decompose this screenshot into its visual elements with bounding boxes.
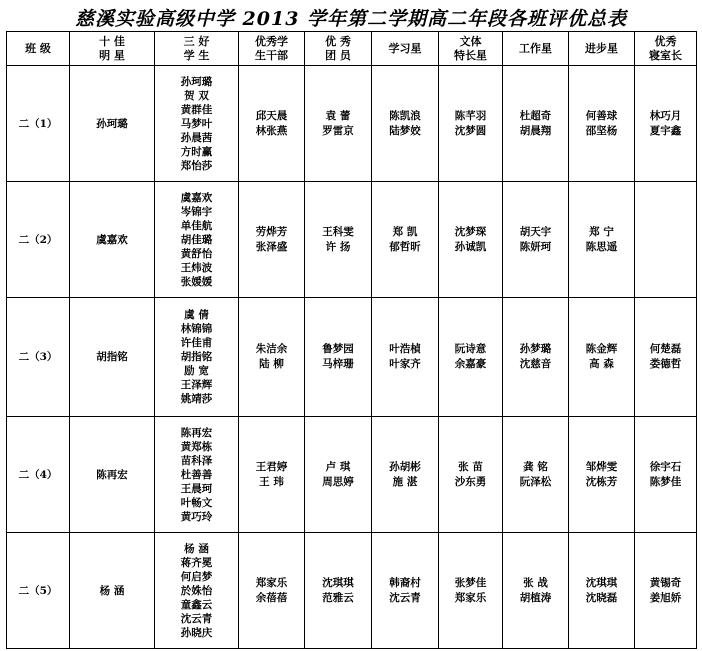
header-col-study [372, 32, 439, 66]
student-name: 黄舒怡 [180, 247, 213, 260]
student-name: 郑 凯 [392, 225, 418, 238]
student-name: 何启梦 [180, 570, 213, 583]
student-name: 鲁梦园 [322, 343, 354, 355]
student-name: 郑家乐 [255, 576, 288, 589]
header-label: 团 员 [325, 48, 351, 62]
dorm-cell [635, 533, 697, 649]
student-name: 沈梦圆 [454, 124, 487, 137]
student-name: 苗科泽 [180, 454, 213, 467]
study-cell [372, 66, 439, 182]
work-cell [503, 182, 569, 298]
page-title: 慈溪实验高级中学 2013 学年第二学期高二年段各班评优总表 [74, 8, 628, 30]
star-cell: 虞嘉欢 [70, 182, 155, 298]
header-label: 生干部 [255, 48, 288, 62]
student-name: 陈芊羽 [454, 109, 487, 122]
student-name: 邱天晨 [255, 109, 288, 122]
student-name: 沈栋芳 [585, 475, 618, 488]
sports-cell [439, 298, 503, 417]
header-col-work [503, 32, 569, 66]
student-name: 许 扬 [325, 240, 351, 253]
student-name: 岑锦宇 [180, 205, 213, 218]
member-cell [305, 417, 372, 533]
student-name: 龚 铭 [523, 460, 548, 473]
header-row [7, 32, 697, 66]
class-cell: 二（4） [7, 417, 70, 533]
student-name: 沙东勇 [454, 475, 487, 488]
header-col-dorm [635, 32, 697, 66]
student-name: 姚靖莎 [180, 393, 213, 405]
student-name: 余蓓蓓 [255, 591, 288, 604]
header-label: 十 佳 [99, 34, 125, 48]
student-name: 郑怡莎 [180, 159, 213, 172]
student-name: 沈琪琪 [322, 576, 354, 589]
header-label: 寝室长 [649, 48, 682, 62]
student-name: 於姝怡 [180, 584, 213, 597]
sanhao-cell [155, 298, 239, 417]
student-name: 朱洁余 [255, 343, 288, 355]
study-cell [372, 182, 439, 298]
student-name: 郁哲昕 [389, 240, 421, 253]
header-col-progress [569, 32, 635, 66]
member-cell [305, 66, 372, 182]
progress-cell [569, 417, 635, 533]
student-name: 林张燕 [255, 124, 288, 137]
class-cell: 二（5） [7, 533, 70, 649]
student-name: 何楚磊 [649, 343, 682, 355]
student-name: 林巧月 [649, 109, 682, 122]
student-name: 张 苗 [458, 460, 483, 473]
work-cell [503, 533, 569, 649]
class-cell: 二（3） [7, 298, 70, 417]
star-cell: 胡指铭 [70, 298, 155, 417]
class-cell: 二（2） [7, 182, 70, 298]
header-label: 优 秀 [325, 34, 351, 48]
cadre-cell [239, 417, 305, 533]
work-cell [503, 417, 569, 533]
student-name: 叶家齐 [389, 358, 421, 370]
dorm-cell [635, 298, 697, 417]
student-name: 励 宽 [184, 365, 209, 377]
student-name: 童鑫云 [180, 598, 213, 611]
student-name: 王君婷 [255, 460, 288, 473]
student-name: 阮泽松 [519, 475, 552, 488]
work-cell [503, 298, 569, 417]
header-col-star [70, 32, 155, 66]
header-col-sports [439, 32, 503, 66]
progress-cell [569, 66, 635, 182]
student-name: 孙晓庆 [180, 626, 213, 639]
table-row [7, 417, 697, 533]
student-name: 叶畅文 [180, 496, 213, 509]
star-cell: 孙珂璐 [70, 66, 155, 182]
student-name: 贺 双 [184, 89, 209, 102]
dorm-cell [635, 417, 697, 533]
student-name: 黄郑栋 [180, 440, 213, 453]
student-name: 陈思遥 [585, 240, 618, 253]
student-name: 袁 蕾 [325, 109, 351, 122]
member-cell [305, 182, 372, 298]
header-label: 进步星 [585, 41, 618, 55]
progress-cell [569, 533, 635, 649]
star-cell: 陈再宏 [70, 417, 155, 533]
student-name: 林锦锦 [180, 323, 213, 335]
student-name: 沈梦琛 [454, 225, 487, 238]
student-name: 周思婷 [322, 475, 354, 488]
student-name: 胡佳璐 [180, 233, 213, 246]
study-cell [372, 417, 439, 533]
sports-cell [439, 417, 503, 533]
student-name: 高 森 [589, 358, 614, 370]
table-row [7, 533, 697, 649]
class-cell: 二（1） [7, 66, 70, 182]
sports-cell [439, 533, 503, 649]
star-cell: 杨 涵 [70, 533, 155, 649]
sanhao-cell [155, 66, 239, 182]
student-name: 张 战 [523, 576, 548, 589]
header-col-sanhao [155, 32, 239, 66]
sports-cell [439, 66, 503, 182]
student-name: 邹烨雯 [585, 460, 618, 473]
study-cell [372, 533, 439, 649]
student-name: 王晨珂 [180, 482, 213, 495]
sanhao-cell [155, 182, 239, 298]
dorm-cell [635, 182, 697, 298]
student-name: 韩裔村 [389, 576, 421, 589]
sanhao-cell [155, 533, 239, 649]
student-name: 杨 涵 [184, 542, 209, 555]
student-name: 陈梦佳 [649, 475, 682, 488]
student-name: 沈云青 [180, 612, 213, 625]
student-name: 胡晨翔 [519, 124, 552, 137]
student-name: 陈再宏 [180, 426, 213, 439]
header-label: 工作星 [519, 41, 552, 55]
student-name: 陈妍珂 [519, 240, 552, 253]
student-name: 施 湛 [392, 475, 418, 488]
progress-cell [569, 298, 635, 417]
header-label: 三 好 [183, 34, 210, 48]
student-name: 孙梦璐 [519, 343, 552, 355]
student-name: 范雅云 [322, 591, 354, 604]
cadre-cell [239, 533, 305, 649]
table-row [7, 66, 697, 182]
table-row [7, 182, 697, 298]
header-col-cadre [239, 32, 305, 66]
header-label: 文体 [459, 34, 482, 48]
student-name: 方时赢 [180, 145, 213, 158]
student-name: 王 玮 [259, 475, 284, 488]
student-name: 姜旭娇 [649, 591, 682, 604]
student-name: 沈慈音 [519, 358, 552, 370]
student-name: 郑家乐 [454, 591, 487, 604]
student-name: 孙晨茜 [180, 131, 213, 144]
student-name: 张泽盛 [255, 240, 288, 253]
student-name: 胡指铭 [180, 351, 213, 363]
student-name: 王科雯 [322, 225, 354, 238]
student-name: 杜善善 [180, 468, 213, 481]
header-label: 学 生 [183, 48, 210, 62]
cadre-cell [239, 298, 305, 417]
student-name: 孙胡彬 [389, 460, 421, 473]
student-name: 蒋齐冕 [180, 556, 213, 569]
progress-cell [569, 182, 635, 298]
student-name: 陈金辉 [585, 343, 618, 355]
member-cell [305, 298, 372, 417]
header-col-member [305, 32, 372, 66]
dorm-cell [635, 66, 697, 182]
sports-cell [439, 182, 503, 298]
student-name: 阮诗意 [454, 343, 487, 355]
student-name: 何善球 [585, 109, 618, 122]
header-label: 优秀学 [255, 34, 288, 48]
cadre-cell [239, 182, 305, 298]
student-name: 虞嘉欢 [180, 191, 213, 204]
student-name: 虞 倩 [184, 309, 209, 321]
student-name: 许佳甫 [180, 337, 213, 349]
student-name: 孙珂璐 [180, 75, 213, 88]
student-name: 胡天宇 [519, 225, 552, 238]
student-name: 王炜波 [180, 261, 213, 274]
sanhao-cell [155, 417, 239, 533]
table-row [7, 298, 697, 417]
work-cell [503, 66, 569, 182]
student-name: 夏宇鑫 [649, 124, 682, 137]
student-name: 叶浩楨 [389, 343, 421, 355]
member-cell [305, 533, 372, 649]
student-name: 罗雷京 [322, 124, 354, 137]
student-name: 沈晓磊 [585, 591, 618, 604]
award-table [6, 31, 697, 649]
student-name: 王泽辉 [180, 379, 213, 391]
header-label: 明 星 [99, 48, 125, 62]
student-name: 郑 宁 [589, 225, 614, 238]
student-name: 马梦叶 [180, 117, 213, 130]
student-name: 张媛媛 [180, 275, 213, 288]
student-name: 徐宇石 [649, 460, 682, 473]
student-name: 黄群佳 [180, 103, 213, 116]
header-col-class [7, 32, 70, 66]
student-name: 杜超奇 [519, 109, 552, 122]
student-name: 张梦佳 [454, 576, 487, 589]
study-cell [372, 298, 439, 417]
cadre-cell [239, 66, 305, 182]
student-name: 劳烨芳 [255, 225, 288, 238]
student-name: 陈凯浪 [389, 109, 421, 122]
student-name: 余嘉豪 [454, 358, 487, 370]
header-label: 学习星 [388, 41, 422, 55]
student-name: 胡植涛 [519, 591, 552, 604]
student-name: 黄巧玲 [180, 510, 213, 523]
table-body [7, 66, 697, 649]
header-label: 特长星 [454, 48, 487, 62]
student-name: 卢 琪 [325, 460, 351, 473]
student-name: 单佳航 [180, 219, 213, 232]
student-name: 沈琪琪 [585, 576, 618, 589]
header-label: 优秀 [654, 34, 677, 48]
student-name: 黄锡奇 [649, 576, 682, 589]
student-name: 沈云青 [389, 591, 421, 604]
student-name: 陆梦姣 [389, 124, 421, 137]
student-name: 邵坚杨 [585, 124, 618, 137]
student-name: 陆 柳 [259, 358, 284, 370]
student-name: 马梓珊 [322, 358, 354, 370]
header-label: 班 级 [25, 41, 51, 55]
student-name: 娄德哲 [649, 358, 682, 370]
student-name: 孙诚凯 [454, 240, 487, 253]
